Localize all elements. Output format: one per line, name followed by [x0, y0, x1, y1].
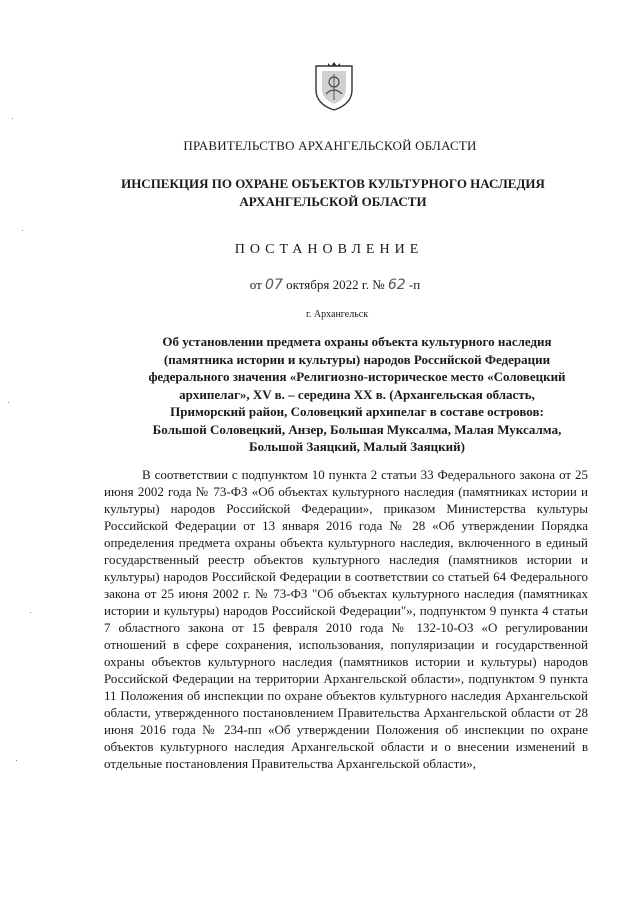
scan-speck	[30, 612, 31, 613]
decree-day: 07	[265, 277, 283, 293]
inspection-name-line-1: ИНСПЕКЦИЯ ПО ОХРАНЕ ОБЪЕКТОВ КУЛЬТУРНОГО НАСЛЕДИЯ	[121, 176, 545, 191]
body-paragraph: В соответствии с подпунктом 10 пункта 2 статьи 33 Федерального закона от 25 июня 2002 года № 73-ФЗ «Об объектах культурного наследия (памятниках истории и культуры) народов Российской Федерации», приказом Министерства культуры Российской Федерации от 13 января 2016 года № 28 «Об утверждении Порядка определения предмета охраны объекта культурного наследия, включенного в единый государственный реестр объектов культурного наследия (памятников истории и культуры) народов Российской Федерации в соответствии со статьей 64 Федерального закона от 25 июня 2002 г. № 73-ФЗ "Об объектах культурного наследия (памятниках истории и культуры) народов Российской Федерации"», подпунктом 9 пункта 4 статьи 7 областного закона от 15 февраля 2010 года № 132-10-ОЗ «О регулировании отношений в сфере сохранения, использования, популяризации и государственной охраны объектов культурного наследия (памятников истории и культуры) народов Российской Федерации на территории Архангельской области», подпунктом 9 пункта 11 Положения об инспекции по охране объектов культурного наследия Архангельской области, утвержденного постановлением Правительства Архангельской области от 28 июня 2016 года № 234-пп «Об утверждении Положения об инспекции по охране объектов культурного наследия Архангельской области и о внесении изменений в отдельные постановления Правительства Архангельской области»,	[104, 467, 588, 771]
decree-subject	[118, 333, 596, 456]
subject-line: (памятника истории и культуры) народов Российской Федерации	[163, 351, 551, 367]
decree-body	[104, 466, 588, 772]
inspection-name-line-2: АРХАНГЕЛЬСКОЙ ОБЛАСТИ	[239, 194, 427, 209]
subject-line: Большой Заяцкий, Малый Заяцкий)	[249, 439, 465, 454]
decree-date-line	[0, 277, 640, 293]
coat-of-arms-icon	[312, 62, 356, 112]
date-prefix: от	[249, 277, 262, 292]
subject-line: Большой Соловецкий, Анзер, Большая Муксалма, Малая Муксалма,	[152, 421, 562, 437]
scan-speck	[16, 760, 17, 761]
scan-speck	[12, 118, 13, 119]
inspection-name	[0, 175, 640, 211]
subject-line: федерального значения «Религиозно-историческое место «Соловецкий	[148, 369, 566, 384]
scan-speck	[22, 230, 23, 231]
decree-title: ПОСТАНОВЛЕНИЕ	[234, 242, 424, 257]
number-suffix: -п	[408, 277, 421, 292]
date-middle: октября 2022 г. №	[286, 277, 385, 292]
subject-line: архипелаг», XV в. – середина XX в. (Архангельская область,	[179, 386, 535, 402]
city-name: г. Архангельск	[305, 309, 369, 320]
subject-line: Приморский район, Соловецкий архипелаг в составе островов:	[170, 404, 544, 419]
subject-line: Об установлении предмета охраны объекта культурного наследия	[162, 334, 552, 349]
government-name: ПРАВИТЕЛЬСТВО АРХАНГЕЛЬСКОЙ ОБЛАСТИ	[183, 138, 477, 153]
scan-speck	[8, 402, 9, 403]
decree-number: 62	[387, 277, 406, 293]
